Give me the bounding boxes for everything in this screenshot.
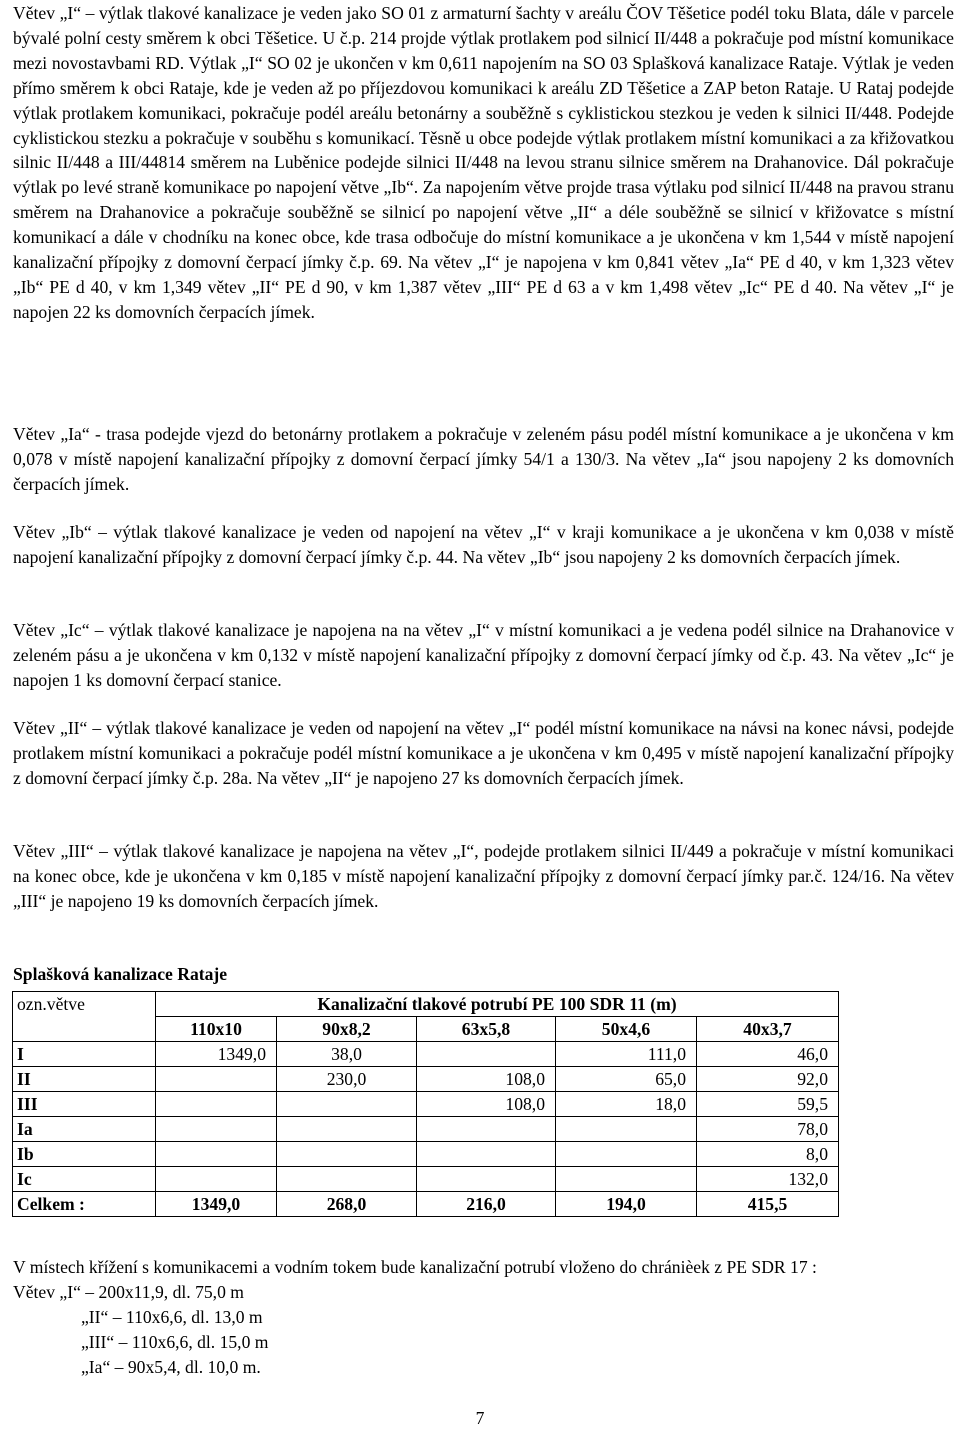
- table-cell: [277, 1167, 417, 1192]
- total-label: Celkem :: [13, 1192, 156, 1217]
- table-cell: 65,0: [556, 1067, 697, 1092]
- paragraph-branch-i: Větev „I“ – výtlak tlakové kanalizace je veden jako SO 01 z armaturní šachty v areálu ČOV Těšetice podél toku Blata, dále v parcele bývalé polní cesty směrem k obci Těšetice. U č.p. 214 projde výtlak protlakem pod silnicí II/448 a pokračuje pod místní komunikace mezi novostavbami RD. Výtlak „I“ SO 02 je ukončen v km 0,611 napojením na SO 03 Splašková kanalizace Rataje. Výtlak je veden přímo směrem k obci Rataje, kde je veden až po příjezdovou komunikaci k areálu ZD Těšetice a ZAP beton Rataje. U Rataj podejde výtlak protlakem komunikaci, pokračuje podél areálu betonárny a souběžně s cyklistickou stezkou je veden k silnici II/448. Podejde cyklistickou stezku a pokračuje v souběhu s komunikací. Těsně u obce podejde výtlak protlakem místní komunikaci a za křižovatkou silnic II/448 a III/44814 směrem na Luběnice podejde silnici II/448 na levou stranu silnice směrem na Drahanovice. Dál pokračuje výtlak po levé straně komunikace po napojení větve „Ib“. Za napojením větve projde trasa výtlaku pod silnicí II/448 na pravou stranu směrem na Drahanovice a pokračuje souběžně se silnicí po napojení větve „II“ a déle souběžně se silnicí v křižovatce s místní komunikací a dále v chodníku na konec obce, kde trasa odbočuje do místní komunikace a je ukončena v km 1,544 v místě napojení kanalizační přípojky z domovní čerpací jímky č.p. 69. Na větev „I“ je napojena v km 0,841 větev „Ia“ PE d 40, v km 1,323 větev „Ib“ PE d 40, v km 1,349 větev „II“ PE d 90, v km 1,387 větev „III“ PE d 63 a v km 1,498 větev „Ic“ PE d 40. Na větev „I“ je napojen 22 ks domovních čerpacích jímek.: [13, 3, 954, 322]
- table-cell: 59,5: [697, 1092, 839, 1117]
- table-cell: [556, 1167, 697, 1192]
- table-cell: [156, 1117, 277, 1142]
- table-cell: [417, 1167, 556, 1192]
- paragraph-branch-ia: Větev „Ia“ - trasa podejde vjezd do betonárny protlakem a pokračuje v zeleném pásu podél místní komunikace a je ukončena v km 0,078 v místě napojení kanalizační přípojky z domovní čerpací jímky 54/1 a 130/3. Na větev „Ia“ jsou napojeny 2 ks domovních čerpacích jímek.: [13, 424, 954, 494]
- total-cell: 268,0: [277, 1192, 417, 1217]
- table-title: Kanalizační tlakové potrubí PE 100 SDR 11 (m): [156, 992, 839, 1017]
- paragraph-branch-iii: Větev „III“ – výtlak tlakové kanalizace je napojena na větev „I“, podejde protlakem silnici II/449 a pokračuje v místní komunikaci na konec obce, kde je ukončena v km 0,185 v místě napojení kanalizační přípojky z domovní čerpací jímky par.č. 124/16. Na větev „III“ je napojeno 19 ks domovních čerpacích jímek.: [13, 841, 954, 911]
- row-label: Ib: [13, 1142, 156, 1167]
- table-cell: 46,0: [697, 1042, 839, 1067]
- total-cell: 216,0: [417, 1192, 556, 1217]
- crossings-intro: V místech křížení s komunikacemi a vodním tokem bude kanalizační potrubí vloženo do chránièek z PE SDR 17 :: [13, 1257, 817, 1277]
- table-row: [13, 1117, 839, 1142]
- paragraph-branch-ib: Větev „Ib“ – výtlak tlakové kanalizace je veden od napojení na větev „I“ v kraji komunikace a je ukončena v km 0,038 v místě napojení kanalizační přípojky z domovní čerpací jímky č.p. 44. Na větev „Ib“ jsou napojeny 2 ks domovních čerpacích jímek.: [13, 522, 954, 567]
- row-label: Ia: [13, 1117, 156, 1142]
- table-cell: 132,0: [697, 1167, 839, 1192]
- table-cell: 230,0: [277, 1067, 417, 1092]
- table-row: [13, 1042, 839, 1067]
- table-row: [13, 1142, 839, 1167]
- table-cell: 108,0: [417, 1067, 556, 1092]
- table-cell: [556, 1117, 697, 1142]
- crossing-item: „III“ – 110x6,6, dl. 15,0 m: [81, 1331, 269, 1352]
- row-label: II: [13, 1067, 156, 1092]
- table-cell: [277, 1117, 417, 1142]
- table-cell: [417, 1117, 556, 1142]
- table-cell: [277, 1142, 417, 1167]
- column-header: 63x5,8: [417, 1017, 556, 1042]
- table-cell: [156, 1092, 277, 1117]
- crossing-item: Větev „I“ – 200x11,9, dl. 75,0 m: [13, 1281, 244, 1302]
- row-label: III: [13, 1092, 156, 1117]
- table-cell: 78,0: [697, 1117, 839, 1142]
- table-cell: [156, 1142, 277, 1167]
- table-row: [13, 1167, 839, 1192]
- table-cell: 18,0: [556, 1092, 697, 1117]
- table-cell: [156, 1067, 277, 1092]
- table-header-row: [13, 992, 839, 1017]
- column-header: 90x8,2: [277, 1017, 417, 1042]
- table-row: [13, 1067, 839, 1092]
- row-label: I: [13, 1042, 156, 1067]
- table-cell: 108,0: [417, 1092, 556, 1117]
- total-cell: 194,0: [556, 1192, 697, 1217]
- column-header: 40x3,7: [697, 1017, 839, 1042]
- table-cell: [277, 1092, 417, 1117]
- table-cell: 8,0: [697, 1142, 839, 1167]
- table-row: [13, 1092, 839, 1117]
- total-cell: 415,5: [697, 1192, 839, 1217]
- table-cell: 1349,0: [156, 1042, 277, 1067]
- table-cell: [417, 1142, 556, 1167]
- table-cell: 92,0: [697, 1067, 839, 1092]
- crossing-item: „II“ – 110x6,6, dl. 13,0 m: [81, 1306, 263, 1327]
- table-cell: [417, 1042, 556, 1067]
- crossings-section: [13, 1255, 954, 1380]
- paragraph-branch-ic: Větev „Ic“ – výtlak tlakové kanalizace je napojena na na větev „I“ v místní komunikaci a je vedena podél silnice na Drahanovice v zeleném pásu a je ukončena v km 0,132 v místě napojení kanalizační přípojky z domovní čerpací jímky od č.p. 43. Na větev „Ic“ je napojen 1 ks domovní čerpací stanice.: [13, 620, 954, 690]
- table-cell: [556, 1142, 697, 1167]
- crossing-item: „Ia“ – 90x5,4, dl. 10,0 m.: [81, 1356, 261, 1377]
- paragraph-branch-ii: Větev „II“ – výtlak tlakové kanalizace je veden od napojení na větev „I“ podél místní komunikace na návsi na konec návsi, podejde protlakem místní komunikaci a pokračuje podél místní komunikace a je ukončena v km 0,495 v místě napojení kanalizační přípojky z domovní čerpací jímky č.p. 28a. Na větev „II“ je napojeno 27 ks domovních čerpacích jímek.: [13, 718, 954, 788]
- column-header: 50x4,6: [556, 1017, 697, 1042]
- column-header: 110x10: [156, 1017, 277, 1042]
- table-cell: 111,0: [556, 1042, 697, 1067]
- table-cell: [156, 1167, 277, 1192]
- pipe-lengths-table: [12, 991, 839, 1217]
- table-cell: 38,0: [277, 1042, 417, 1067]
- total-cell: 1349,0: [156, 1192, 277, 1217]
- page-number: 7: [475, 1408, 485, 1428]
- table-total-row: [13, 1192, 839, 1217]
- table-heading: Splašková kanalizace Rataje: [13, 964, 228, 984]
- corner-label: ozn.větve: [13, 992, 156, 1042]
- row-label: Ic: [13, 1167, 156, 1192]
